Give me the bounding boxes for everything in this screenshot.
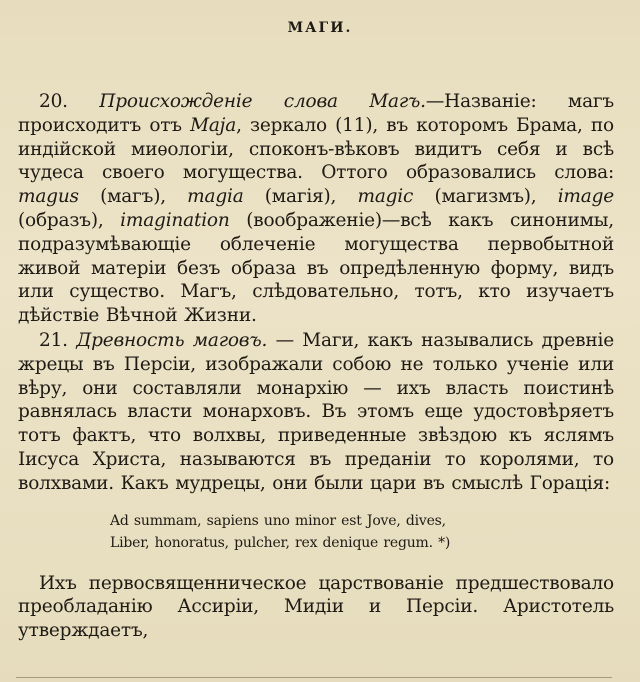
main-text bbox=[18, 90, 614, 643]
paragraph-number: 21. bbox=[39, 329, 68, 351]
section-heading: Происхожденіе слова Магъ. bbox=[99, 91, 426, 112]
quote-line: Ad summam, sapiens uno minor est Jove, dives, bbox=[110, 512, 446, 529]
paragraph-body: —Названіе: магъ происходитъ отъ Maja, зеркало (11), въ которомъ Брама, по индійской миѳологіи, споконъ-вѣковъ видитъ себя и всѣ чудеса своего могущества. Оттого образовались слова: magus (магъ), magia (магія), magic (магизмъ), image (образъ), imagination (воображеніе)—всѣ какъ синонимы, подразумѣвающіе облеченіе могущества первобытной живой матеріи безъ образа въ опредѣленную форму, видъ или существо. Магъ, слѣдовательно, тотъ, кто изучаетъ дѣйствіе Вѣчной Жизни. bbox=[18, 91, 614, 327]
show-through-text bbox=[0, 0, 640, 90]
quote-line: Liber, honoratus, pulcher, rex denique regum. *) bbox=[110, 534, 451, 551]
bottom-rule bbox=[16, 677, 612, 678]
paragraph-21 bbox=[18, 329, 614, 496]
section-heading: Древность маговъ. bbox=[76, 329, 268, 351]
final-paragraph: Ихъ первосвященническое царствованіе предшествовало преобладанію Ассиріи, Мидіи и Персіи. Аристотель утверждаетъ, bbox=[18, 572, 614, 642]
paragraph-20 bbox=[18, 90, 614, 328]
paragraph-body: — Маги, какъ назывались древніе жрецы въ Персіи, изображали собою не только ученіе или вѣру, они составляли монархію — ихъ власть поистинѣ равнялась власти монарховъ. Въ этомъ еще удостовѣряетъ тотъ фактъ, что волхвы, приведенные звѣздою къ яслямъ Іисуса Христа, называются въ преданіи то королями, то волхвами. Какъ мудрецы, они были цари въ смыслѣ Горація: bbox=[18, 329, 614, 494]
latin-quote bbox=[110, 510, 614, 554]
running-head: МАГИ. bbox=[287, 20, 353, 36]
paragraph-number: 20. bbox=[39, 91, 68, 112]
